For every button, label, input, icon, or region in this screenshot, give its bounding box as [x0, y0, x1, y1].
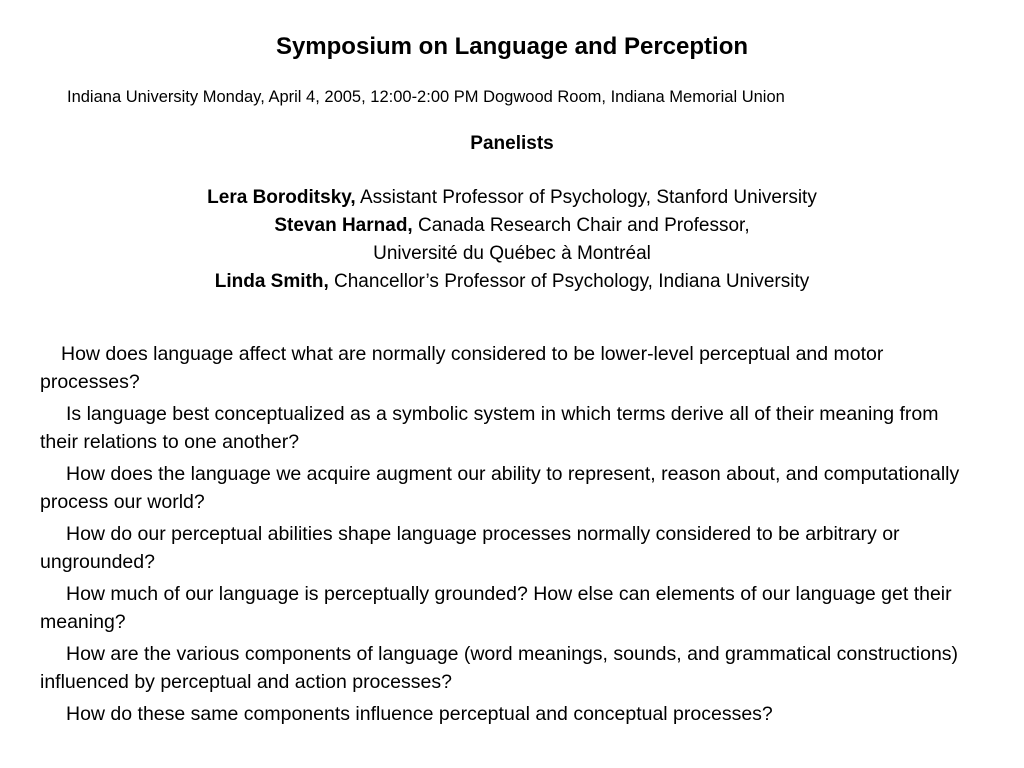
page-title: Symposium on Language and Perception — [275, 33, 749, 60]
event-details: Indiana University Monday, April 4, 2005, 12:00-2:00 PM Dogwood Room, Indiana Memorial Union — [67, 88, 785, 106]
question-item: How are the various components of language (word meanings, sounds, and grammatical constructions) influenced by perceptual and action processes? — [40, 643, 959, 693]
question-item: How does the language we acquire augment our ability to represent, reason about, and computationally process our world? — [40, 463, 960, 513]
panelist-boroditsky — [0, 184, 1024, 212]
panelist-name: Lera Boroditsky, — [207, 187, 356, 208]
question-item: How do our perceptual abilities shape language processes normally considered to be arbitrary or ungrounded? — [40, 523, 900, 573]
question-item: How do these same components influence perceptual and conceptual processes? — [66, 703, 773, 725]
panelist-harnad — [0, 212, 1024, 240]
panelist-name: Linda Smith, — [214, 271, 329, 292]
panelist-smith — [0, 268, 1024, 296]
panelist-role: Assistant Professor of Psychology, Stanford University — [359, 187, 817, 208]
question-item: Is language best conceptualized as a symbolic system in which terms derive all of their meaning from their relations to one another? — [40, 403, 939, 453]
panelists-list — [0, 184, 1024, 296]
panelist-role: Chancellor’s Professor of Psychology, Indiana University — [334, 271, 810, 292]
panelist-harnad-affiliation: Université du Québec à Montréal — [373, 243, 651, 264]
question-list — [40, 340, 980, 732]
panelist-name: Stevan Harnad, — [274, 215, 413, 236]
question-item: How does language affect what are normally considered to be lower-level perceptual and motor processes? — [40, 343, 884, 393]
question-item: How much of our language is perceptually grounded? How else can elements of our language get their meaning? — [40, 583, 952, 633]
panelist-role: Canada Research Chair and Professor, — [417, 215, 750, 236]
panelists-heading: Panelists — [470, 133, 554, 154]
